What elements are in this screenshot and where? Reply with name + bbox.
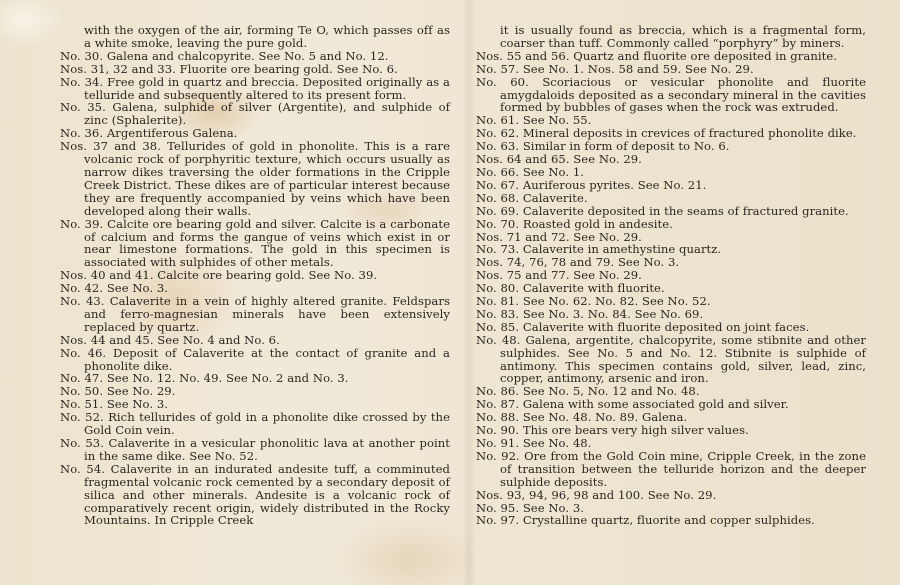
specimen-entry: No. 35. Galena, sulphide of silver (Argentite), and sulphide of zinc (Sphalerite). xyxy=(60,100,450,128)
specimen-entry: No. 57. See No. 1. Nos. 58 and 59. See No. 29. xyxy=(476,61,754,76)
specimen-entry: No. 92. Ore from the Gold Coin mine, Cripple Creek, in the zone of transition between the telluride horizon and the deeper sulphide deposits. xyxy=(476,448,866,489)
specimen-entry: No. 53. Calaverite in a vesicular phonolitic lava at another point in the same dike. See No. 52. xyxy=(60,436,450,463)
specimen-entry: No. 83. See No. 3. No. 84. See No. 69. xyxy=(476,306,704,321)
specimen-entry: No. 63. Similar in form of deposit to No. 6. xyxy=(476,139,730,154)
specimen-entry: No. 80. Calaverite with fluorite. xyxy=(476,281,665,296)
specimen-entry: it is usually found as breccia, which is a fragmental form, coarser than tuff. Commonly called “porphyry” by miners. xyxy=(500,23,866,50)
right-column xyxy=(476,24,866,527)
specimen-entry: No. 69. Calaverite deposited in the seams of fractured granite. xyxy=(476,203,849,218)
specimen-entry: No. 39. Calcite ore bearing gold and silver. Calcite is a carbonate of calcium and forms the gangue of veins which exist in or near limestone formations. The gold in this specimen is associated with sulphides of other metals. xyxy=(60,216,450,270)
specimen-entry: No. 66. See No. 1. xyxy=(476,164,585,179)
specimen-entry: No. 67. Auriferous pyrites. See No. 21. xyxy=(476,177,707,192)
specimen-entry: No. 90. This ore bears very high silver values. xyxy=(476,423,749,438)
specimen-entry: No. 34. Free gold in quartz and breccia. Deposited originally as a telluride and subsequently altered to its present form. xyxy=(60,74,450,102)
specimen-entry: Nos. 71 and 72. See No. 29. xyxy=(476,229,642,244)
specimen-entry: No. 88. See No. 48. No. 89. Galena. xyxy=(476,410,688,425)
specimen-entry: No. 36. Argentiferous Galena. xyxy=(60,126,238,141)
specimen-entry: No. 42. See No. 3. xyxy=(60,281,169,296)
specimen-entry: Nos. 93, 94, 96, 98 and 100. See No. 29. xyxy=(476,487,717,502)
specimen-entry: No. 97. Crystalline quartz, fluorite and copper sulphides. xyxy=(476,513,815,528)
specimen-entry: No. 46. Deposit of Calaverite at the contact of granite and a phonolite dike. xyxy=(60,345,450,373)
specimen-entry: No. 51. See No. 3. xyxy=(60,397,169,412)
specimen-entry: No. 70. Roasted gold in andesite. xyxy=(476,216,673,231)
specimen-entry: No. 85. Calaverite with fluorite deposited on joint faces. xyxy=(476,319,810,334)
specimen-entry: No. 81. See No. 62. No. 82. See No. 52. xyxy=(476,294,711,309)
specimen-entry: Nos. 55 and 56. Quartz and fluorite ore deposited in granite. xyxy=(476,48,837,63)
specimen-entry: Nos. 75 and 77. See No. 29. xyxy=(476,268,642,283)
specimen-entry: No. 48. Galena, argentite, chalcopyrite, some stibnite and other sulphides. See No. 5 and No. 12. Stibnite is sulphide of antimony. This specimen contains gold, silver, lead, zinc, copper, antimony, arsenic and iron. xyxy=(476,332,866,386)
specimen-entry: No. 30. Galena and chalcopyrite. See No. 5 and No. 12. xyxy=(60,48,389,63)
specimen-entry: Nos. 31, 32 and 33. Fluorite ore bearing gold. See No. 6. xyxy=(60,61,398,76)
specimen-entry: with the oxygen of the air, forming Te O, which passes off as a white smoke, leaving the pure gold. xyxy=(84,23,450,50)
specimen-entry: No. 95. See No. 3. xyxy=(476,500,585,515)
specimen-entry: No. 73. Calaverite in amethystine quartz. xyxy=(476,242,722,257)
specimen-entry: No. 60. Scoriacious or vesicular phonolite and fluorite amygdaloids deposited as a secondary mineral in the cavities formed by bubbles of gases when the rock was extruded. xyxy=(476,74,866,115)
page-gutter xyxy=(462,0,476,585)
specimen-entry: Nos. 44 and 45. See No. 4 and No. 6. xyxy=(60,332,280,347)
specimen-entry: No. 61. See No. 55. xyxy=(476,113,592,128)
specimen-entry: Nos. 40 and 41. Calcite ore bearing gold. See No. 39. xyxy=(60,268,378,283)
specimen-entry: Nos. 64 and 65. See No. 29. xyxy=(476,152,642,167)
specimen-entry: No. 68. Calaverite. xyxy=(476,190,588,205)
specimen-entry: No. 54. Calaverite in an indurated andesite tuff, a comminuted fragmental volcanic rock cemented by a secondary deposit of silica and other minerals. Andesite is a volcanic rock of comparatively recent origin, widely distributed in the Rocky Mountains. In Cripple Creek xyxy=(60,461,450,528)
specimen-entry: No. 87. Galena with some associated gold and silver. xyxy=(476,397,789,412)
specimen-entry: No. 62. Mineral deposits in crevices of fractured phonolite dike. xyxy=(476,126,857,141)
specimen-entry: No. 91. See No. 48. xyxy=(476,436,592,450)
specimen-entry: No. 50. See No. 29. xyxy=(60,384,176,399)
specimen-entry: Nos. 74, 76, 78 and 79. See No. 3. xyxy=(476,255,680,270)
specimen-entry: No. 47. See No. 12. No. 49. See No. 2 and No. 3. xyxy=(60,371,349,386)
specimen-entry: No. 86. See No. 5, No. 12 and No. 48. xyxy=(476,384,700,399)
specimen-entry: No. 43. Calaverite in a vein of highly altered granite. Feldspars and ferro-magnesian minerals have been extensively replaced by quartz. xyxy=(60,294,450,334)
left-column xyxy=(60,24,450,527)
specimen-entry: Nos. 37 and 38. Tellurides of gold in phonolite. This is a rare volcanic rock of porphyritic texture, which occurs usually as narrow dikes traversing the older formations in the Cripple Creek District. These dikes are of particular interest because they are frequently accompanied by veins which have been developed along their walls. xyxy=(60,139,450,218)
specimen-entry: No. 52. Rich tellurides of gold in a phonolite dike crossed by the Gold Coin vein. xyxy=(60,410,450,438)
